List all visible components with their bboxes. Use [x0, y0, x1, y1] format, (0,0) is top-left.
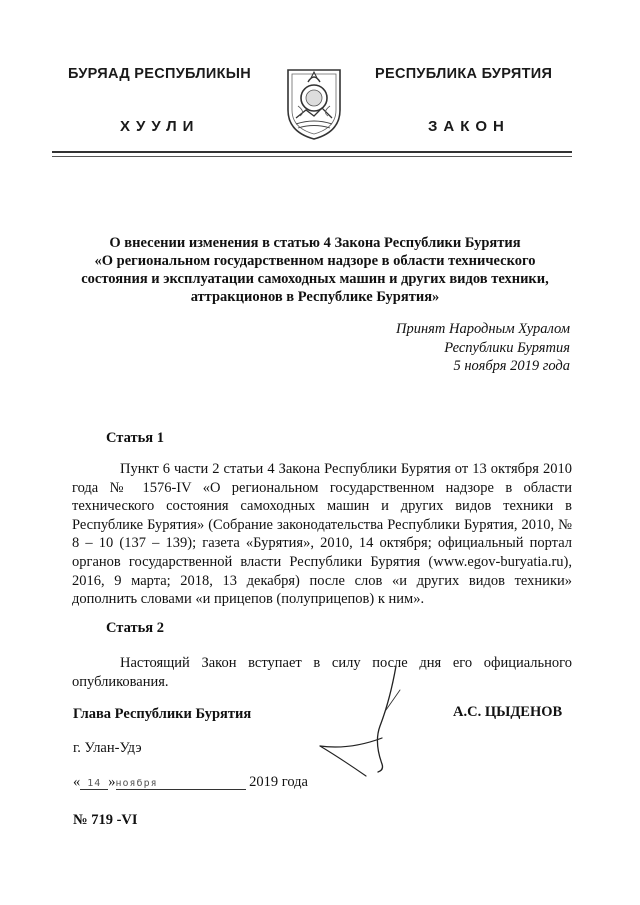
header-law-buryat: ХУУЛИ	[120, 118, 200, 135]
date-close-quote: »	[108, 774, 116, 790]
buryatia-coat-of-arms-icon	[284, 66, 344, 142]
signatory-name: А.С. ЦЫДЕНОВ	[453, 704, 563, 720]
header-divider-thick	[52, 151, 572, 153]
law-title-line: состояния и эксплуатации самоходных машин и других видов техники,	[81, 271, 549, 287]
law-title	[60, 234, 570, 306]
header-title-buryat: БУРЯАД РЕСПУБЛИКЫН	[68, 66, 252, 82]
article-1-text: Пункт 6 части 2 статьи 4 Закона Республики Бурятия от 13 октября 2010 года № 1576-IV «О региональном государственном надзоре в области технического состояния самоходных машин и других видов техники в Республике Бурятия» (Собрание законодательства Республики Бурятия, 2010, № 8 – 10 (137 – 139); газета «Бурятия», 2010, 14 октября; официальный портал органов государственной власти Республики Бурятия (www.egov-buryatia.ru), 2016, 9 марта; 2018, 13 декабря) после слов «и других видов техники» дополнить словами «и прицепов (полуприцепов) к ним».	[72, 461, 572, 608]
place: г. Улан-Удэ	[73, 740, 142, 756]
signatory-position: Глава Республики Бурятия	[73, 706, 252, 722]
date-day: 14	[80, 778, 108, 790]
adoption-line: Принят Народным Хуралом	[395, 321, 570, 337]
header-law-russian: ЗАКОН	[428, 118, 510, 135]
handwritten-signature	[300, 660, 420, 780]
header-title-russian: РЕСПУБЛИКА БУРЯТИЯ	[375, 66, 553, 82]
article-1-heading: Статья 1	[106, 430, 164, 446]
law-title-line: аттракционов в Республике Бурятия»	[190, 289, 440, 305]
article-2-heading: Статья 2	[106, 620, 164, 636]
date-year: 2019 года	[249, 774, 308, 790]
adoption-line: 5 ноября 2019 года	[453, 358, 570, 374]
law-number: № 719 -VI	[73, 812, 138, 828]
date-month: ноября	[116, 778, 246, 790]
adoption-note	[396, 320, 570, 376]
date-line	[73, 774, 308, 791]
header-divider-thin	[52, 156, 572, 157]
article-2-text: Настоящий Закон вступает в силу после дня его официального опубликования.	[72, 655, 572, 690]
date-open-quote: «	[73, 774, 81, 790]
law-title-line: О внесении изменения в статью 4 Закона Республики Бурятия	[109, 235, 521, 251]
law-title-line: «О региональном государственном надзоре в области технического	[94, 253, 536, 269]
adoption-line: Республики Бурятия	[444, 339, 570, 356]
